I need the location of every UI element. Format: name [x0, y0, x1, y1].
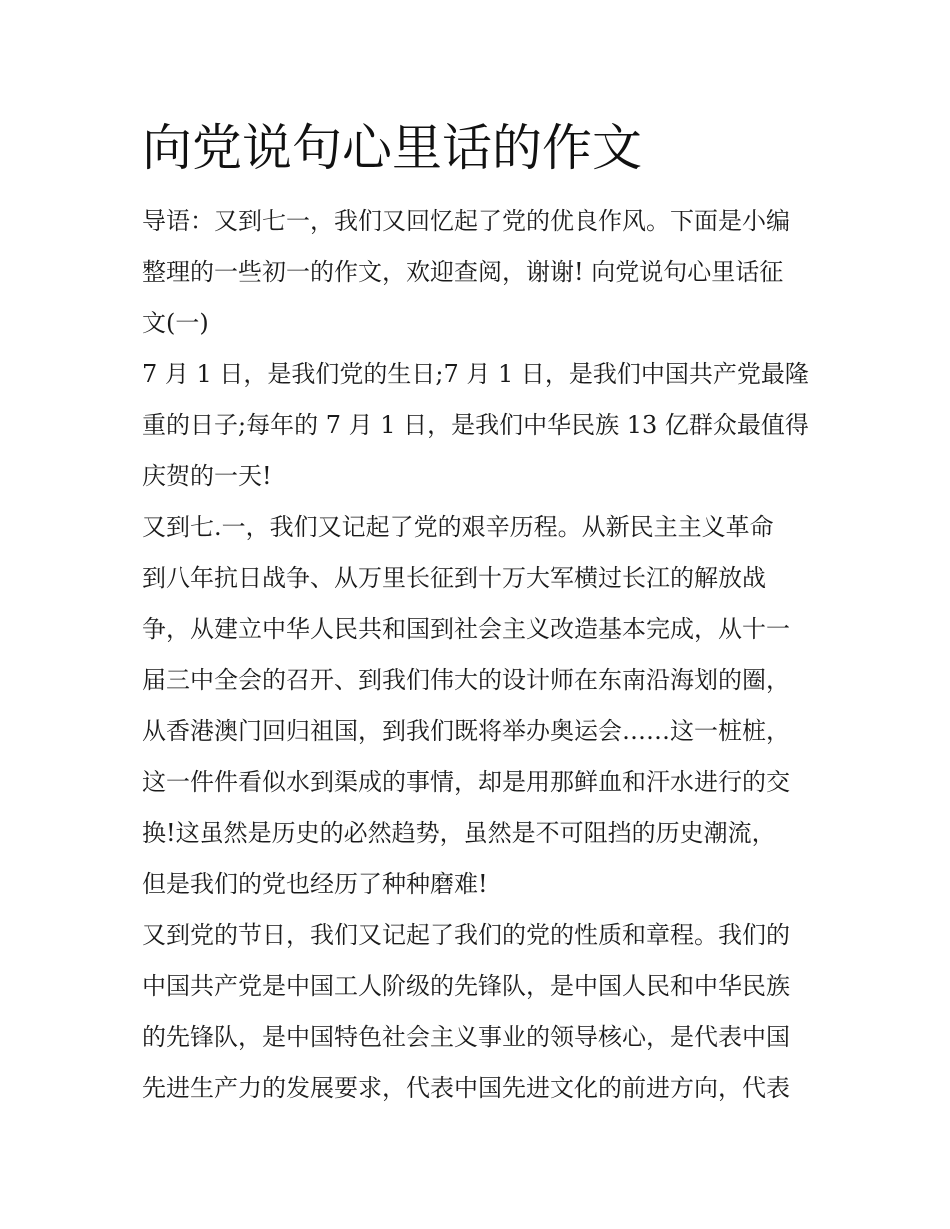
text-line: 庆贺的一天! [142, 462, 272, 490]
paragraph-nature [142, 910, 814, 1114]
text-line: 中国共产党是中国工人阶级的先锋队，是中国人民和中华民族 [142, 972, 790, 1000]
text-line: 届三中全会的召开、到我们伟大的设计师在东南沿海划的圈， [142, 666, 790, 694]
text-line: 7 月 1 日，是我们党的生日;7 月 1 日，是我们中国共产党最隆 [142, 360, 809, 388]
text-line: 又到七.一，我们又记起了党的艰辛历程。从新民主主义革命 [142, 513, 774, 541]
paragraph-intro [142, 196, 814, 349]
document-body [142, 196, 814, 1114]
text-line: 先进生产力的发展要求，代表中国先进文化的前进方向，代表 [142, 1074, 790, 1102]
text-line: 到八年抗日战争、从万里长征到十万大军横过长江的解放战 [142, 564, 766, 592]
text-line: 重的日子;每年的 7 月 1 日，是我们中华民族 13 亿群众最值得 [142, 411, 809, 439]
text-line: 换!这虽然是历史的必然趋势，虽然是不可阻挡的历史潮流， [142, 819, 776, 847]
text-line: 文(一) [142, 309, 209, 337]
text-line: 导语：又到七一，我们又回忆起了党的优良作风。下面是小编 [142, 207, 790, 235]
text-line: 但是我们的党也经历了种种磨难! [142, 870, 488, 898]
document-title: 向党说句心里话的作文 [142, 119, 642, 177]
text-line: 从香港澳门回归祖国，到我们既将举办奥运会……这一桩桩， [142, 717, 790, 745]
paragraph-history [142, 502, 814, 910]
text-line: 争，从建立中华人民共和国到社会主义改造基本完成，从十一 [142, 615, 790, 643]
paragraph-birthday [142, 349, 814, 502]
text-line: 的先锋队，是中国特色社会主义事业的领导核心，是代表中国 [142, 1023, 790, 1051]
text-line: 这一件件看似水到渠成的事情，却是用那鲜血和汗水进行的交 [142, 768, 790, 796]
text-line: 又到党的节日，我们又记起了我们的党的性质和章程。我们的 [142, 921, 790, 949]
text-line: 整理的一些初一的作文，欢迎查阅，谢谢! 向党说句心里话征 [142, 258, 784, 286]
